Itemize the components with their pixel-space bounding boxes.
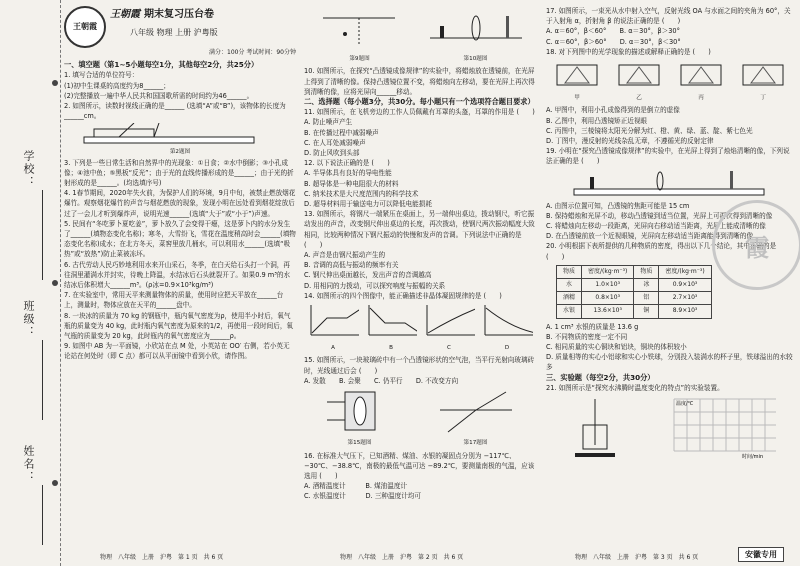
figure-q18-1	[615, 59, 663, 103]
name-label: 姓名：	[22, 445, 35, 484]
question-text: 21. 如图所示是“探究水沸腾时温度变化的特点”的实验装置。	[546, 383, 724, 392]
question-text: A. 1 cm³ 水银的质量是 13.6 g	[546, 322, 639, 331]
question-text: D. 用相同的力拨动，可以探究响度与振幅的关系	[304, 281, 446, 290]
question-text: B. 不同物质的密度一定不同	[546, 332, 628, 341]
table-row	[557, 279, 712, 292]
curve	[486, 308, 533, 333]
question-text: 9. 如图中 AB 为一平面镜，小欣站在点 M 处，小英站在 OO′ 右侧，若小英无论站在何处时（即 C 点）都可以从平面镜中看到小欣，请作图。	[64, 342, 290, 361]
column-1-content	[64, 60, 296, 361]
figure-q18-label: 丙	[698, 95, 704, 102]
figure-q18-label: 乙	[636, 95, 642, 102]
school-label: 学校：	[22, 150, 35, 189]
curve	[370, 308, 417, 333]
question-text: 20. 小明根据下表所提供的几种物质的密度，得出以下几个结论，其中正确的是 ( )	[546, 242, 777, 261]
column-1	[64, 6, 296, 546]
graph-x-label: 时间/min	[741, 454, 763, 460]
binding-strip	[0, 0, 61, 566]
question-text: 19. 小明在“探究凸透镜成像规律”的实验中，在光屏上得到了烛焰清晰的像，下列说法正确的是 ( )	[546, 147, 790, 166]
reflected-ray	[476, 392, 506, 410]
table-header: 密度/(kg·m⁻³)	[659, 265, 711, 278]
question-text: A. 声音是由钢尺振动产生的	[304, 251, 386, 260]
table-cell: 8.9×10³	[659, 305, 711, 318]
graph-label: D	[504, 345, 510, 352]
question-text: C. 纳米技术是大尺度范围内的科学技术	[304, 189, 419, 198]
question-text: B. 保持蜡烛和光屏不动，移动凸透镜到适当位置，光屏上可再次得到清晰的像	[546, 211, 773, 220]
table-cell: 铜	[634, 305, 659, 318]
class-line	[42, 340, 43, 420]
question-text: D. 超导材料用于输送电力可以降低电能损耗	[304, 200, 432, 209]
sight-line-a	[119, 123, 134, 137]
question-text: C. α＝60°，β＞60° D. α＝30°，β＜30°	[546, 37, 681, 46]
table-cell: 酒精	[557, 292, 582, 305]
question-text: D. 丁图中，漫反射的光线杂乱无章，不遵循光的反射定律	[546, 137, 714, 146]
graph-y-label: 温度/℃	[675, 401, 693, 408]
figures-q9-q10	[304, 8, 536, 64]
figure-q19	[546, 169, 794, 199]
question-text: C. 丙图中，三棱镜将太阳光分解为红、橙、黄、绿、蓝、靛、紫七色光	[546, 126, 753, 135]
figures-q18	[546, 59, 794, 103]
figure-q18-2	[677, 59, 725, 103]
watermark-seal: 霞	[712, 200, 800, 290]
question-text: A. 甲图中，利用小孔成像得到的是倒立的虚像	[546, 106, 680, 115]
question-text: 2. 如图所示，读数时视线正确的是______ (选填“A”或“B”)，该物体的长度为______cm。	[64, 102, 286, 121]
graph-q14-b	[365, 303, 417, 353]
figure-q18-3	[739, 59, 787, 103]
table-row	[557, 292, 712, 305]
graph-label: C	[447, 345, 451, 352]
table-row	[557, 305, 712, 318]
binding-hole	[52, 80, 58, 86]
question-text: 11. 如图所示，在飞机旁边的工作人员佩戴有耳罩的头盔，耳罩的作用是 ( )	[304, 108, 535, 117]
figure-q15	[325, 388, 395, 448]
question-text: A. 由图示位置可知，凸透镜的焦距可能是 15 cm	[546, 201, 690, 210]
column-2	[304, 6, 536, 546]
question-text: C. 水银温度计 D. 三种温度计均可	[304, 492, 421, 501]
question-text: B. 音调的高低与振动的频率有关	[304, 261, 399, 270]
exam-header	[64, 6, 296, 46]
question-text: 15. 如图所示，一块玻璃砖中有一个凸透镜形状的空气泡，当平行光射向玻璃砖时，光线通过后会 ( )	[304, 356, 535, 375]
page-footer-1: 物理 八年级 上册 沪粤 第 1 页 共 6 页	[100, 554, 224, 561]
point-m	[343, 32, 347, 36]
optical-bench-ruler	[574, 189, 764, 195]
figures-q15-q17	[304, 388, 536, 448]
question-text: B. 超导体是一种电阻很大的材料	[304, 179, 399, 188]
binding-hole	[52, 480, 58, 486]
figure-caption: 第2题图	[169, 149, 191, 156]
table-cell: 水银	[557, 305, 582, 318]
section-heading: 一、填空题（第1~5小题每空1分，其他每空2分，共25分）	[64, 60, 259, 70]
graph-q14-a	[307, 303, 359, 353]
question-text: D. 质量相等的实心小铝球和实心小铁球，分别投入装满水的杯子里，铁球溢出的水较多	[546, 353, 793, 372]
stand-base	[575, 453, 615, 457]
question-text: D. 防止风吹到头部	[304, 149, 360, 158]
figure-q17-caption: 第17题图	[463, 440, 488, 447]
brand-logo: 王朝霞	[64, 6, 106, 48]
air-bubble	[354, 397, 366, 425]
school-line	[42, 190, 43, 280]
column-2-content	[304, 8, 536, 502]
question-text: C. 钢尺伸出桌面越长，发出声音的音调越高	[304, 271, 432, 280]
figure-q9	[315, 8, 405, 64]
class-label: 班级：	[22, 300, 35, 339]
question-text: B. 乙图中，利用凸透镜矫正近视眼	[546, 116, 648, 125]
question-text: 6. 古代劳动人民巧妙地利用水来开山采石，冬季，在白天给石头打一个洞，再往洞里灌满水并封实，待晚上降温，水结冰后石头就裂开了。如果0.9 m³的水结冰后体积增大______m³。(ρ冰=0.9×10³kg/m³)	[64, 260, 291, 290]
screen	[506, 16, 509, 38]
incident-ray	[448, 410, 476, 432]
question-text: B. 在传播过程中减弱噪声	[304, 128, 379, 137]
figure-q10-caption: 第10题图	[463, 56, 488, 63]
question-text: 16. 在标准大气压下，已知酒精、煤油、水银的凝固点分别为 −117℃、−30℃、−38.8℃，南极的最低气温可达 −89.2℃，要测量南极的气温，应该选用 ( )	[304, 451, 535, 480]
question-text: A. 发散 B. 会聚 C. 仍平行 D. 不改变方向	[304, 376, 459, 385]
question-text: 4. 1春节期间，2020年失火前，为保护人们的环境，9月中旬，被禁止燃放烟花爆竹。观察烟花爆竹的声音与烟花燃放的现象，发现小明在远处看到烟花绽放后过了一会儿才听到爆炸声，说明光速______(选填“大于”或“小于”)声速。	[64, 189, 296, 218]
temp-time-grid	[660, 395, 780, 459]
table-cell: 1.0×10³	[582, 279, 634, 292]
figure-q15-caption: 第15题图	[347, 440, 372, 447]
page-footer-2: 物理 八年级 上册 沪粤 第 2 页 共 6 页	[340, 554, 464, 561]
question-text: 8. 一块冰的质量为 70 kg 的钢瓶中，瓶内氧气密度为ρ，使用半小时后，氧气瓶的质量变为 40 kg，此时瓶内氧气密度为原来的1/2，再使用一段时间后，氧气瓶的质量变为 20 kg，此时瓶内的氧气密度应为______ρ。	[64, 311, 294, 341]
figure-q18-0	[553, 59, 601, 103]
figure-q18-label: 丁	[760, 95, 766, 102]
question-text: 18. 对下列图中的光学现象的描述或解释正确的是 ( )	[546, 47, 711, 56]
question-text: 7. 在实验室中，常用天平来测量物体的质量，使用时应把天平放在______台上，测量时，物体应放在天平的______盘中。	[64, 291, 284, 310]
curve	[428, 308, 475, 333]
table-cell: 铝	[634, 292, 659, 305]
question-text: A. α＝60°，β＜60° B. α＝30°，β＞30°	[546, 27, 680, 36]
ruler-bar	[84, 137, 254, 143]
question-text: 12. 以下说法正确的是 ( )	[304, 159, 390, 168]
section-heading: 三、实验题（每空2分，共30分）	[546, 372, 655, 382]
question-text: 17. 如图所示，一束光从水中射入空气，反射光线 OA 与水面之间的夹角为 60°，关于入射角 α，折射角 β 的说法正确的是 ( )	[546, 7, 791, 26]
candle	[590, 177, 594, 189]
figure-q9-caption: 第9题图	[349, 56, 370, 63]
question-text: C. 将蜡烛向左移动一段距离，光屏向右移动适当距离，光屏上能成清晰的像	[546, 222, 766, 231]
table-header: 密度/(kg·m⁻³)	[582, 265, 634, 278]
table-cell: 2.7×10³	[659, 292, 711, 305]
table-cell: 水	[557, 279, 582, 292]
question-text: A. 半导体具有良好的导电性能	[304, 169, 392, 178]
graphs-q14	[304, 303, 536, 353]
ruler-figure	[64, 123, 284, 147]
figure-q10	[426, 8, 526, 64]
table-header: 物质	[557, 265, 582, 278]
figure-q18-label: 甲	[574, 95, 580, 102]
screen	[730, 171, 733, 189]
graph-q14-c	[423, 303, 475, 353]
question-text: 1. 填写合适的单位符号：	[64, 71, 139, 80]
graph-label: A	[331, 345, 335, 352]
exam-title: 王朝霞 期末复习压台卷	[110, 9, 214, 20]
question-text: D. 在凸透镜前放一个近视眼镜，光屏向左移动适当距离能得到清晰的像	[546, 232, 754, 241]
sight-line-b	[154, 123, 159, 137]
name-line	[42, 485, 43, 545]
section-heading: 二、选择题（每小题3分，共30分。每小题只有一个选项符合题目要求）	[304, 97, 535, 107]
question-text: 3. 下列是一些日常生活和自然界中的光现象：①日食；②水中倒影；③小孔成像；④池中鱼；⑤黑板“反光”；由于光的直线传播形成的是______；由于光的折射形成的是______。(均选填序号)	[64, 158, 294, 188]
graph-label: B	[389, 345, 393, 352]
figure-q17	[436, 388, 516, 448]
question-text: 14. 如图所示的四个图像中，能正确描述非晶体凝固规律的是 ( )	[304, 291, 502, 300]
candle	[440, 26, 444, 38]
question-text: (1)初中生课桌的高度约为8______；	[64, 81, 170, 90]
table-cell: 冰	[634, 279, 659, 292]
curve	[312, 308, 359, 333]
density-table	[556, 265, 712, 319]
question-text: 5. 民间有“冬吃萝卜夏吃姜”，萝卜放久了会变得干瘪，这是萝卜内的水分发生了______(填物态变化名称)；寒冬，大雪纷飞，雪花在温度稍高时会______(填物态变化名称)成水；在北方冬天，菜窖里放几桶水，可以利用水______(选填“吸热”或“放热”)防止菜被冻坏。	[64, 219, 296, 259]
figure-ruler-q2	[64, 123, 296, 145]
table-cell: 0.9×10³	[659, 279, 711, 292]
lens	[472, 16, 480, 40]
table-cell: 13.6×10³	[582, 305, 634, 318]
exam-subtitle: 八年级 物理 上册 沪粤版	[130, 28, 218, 37]
region-stamp: 安徽专用	[738, 547, 784, 562]
binding-hole	[52, 280, 58, 286]
question-text: A. 防止噪声产生	[304, 118, 353, 127]
table-header: 物质	[634, 265, 659, 278]
figure-q21	[546, 395, 794, 459]
table-cell: 0.8×10³	[582, 292, 634, 305]
question-text: A. 酒精温度计 B. 煤油温度计	[304, 482, 408, 491]
page-footer-3: 物理 八年级 上册 沪粤 第 3 页 共 6 页	[575, 554, 699, 561]
score-info: 满分：100分 考试时间：90分钟	[209, 49, 296, 56]
question-text: C. 相同质量的实心铜块和铝块，铜块的体积较小	[546, 343, 687, 352]
question-text: 13. 如图所示，将钢尺一端紧压在桌面上，另一端伸出桌边，拨动钢尺，听它振动发出的声音，改变钢尺伸出桌边的长度，再次拨动，使钢尺两次振动幅度大致相同，比较两种情况下钢尺振动的快慢和发声的音调。下列说法中正确的是 ( )	[304, 210, 535, 249]
question-text: C. 在人耳处减弱噪声	[304, 138, 366, 147]
question-text: (2)完整播放一遍中华人民共和国国歌所需的时间约为46______。	[64, 91, 254, 100]
question-text: 10. 如图所示，在探究“凸透镜成像规律”的实验中，将蜡烛放在透镜前，在光屏上得到了清晰的像。保持凸透镜位置不变，将蜡烛向左移动，要在光屏上再次得到清晰的像，应将光屏向______移动。	[304, 67, 535, 96]
graph-q14-d	[481, 303, 533, 353]
lens	[657, 172, 663, 190]
